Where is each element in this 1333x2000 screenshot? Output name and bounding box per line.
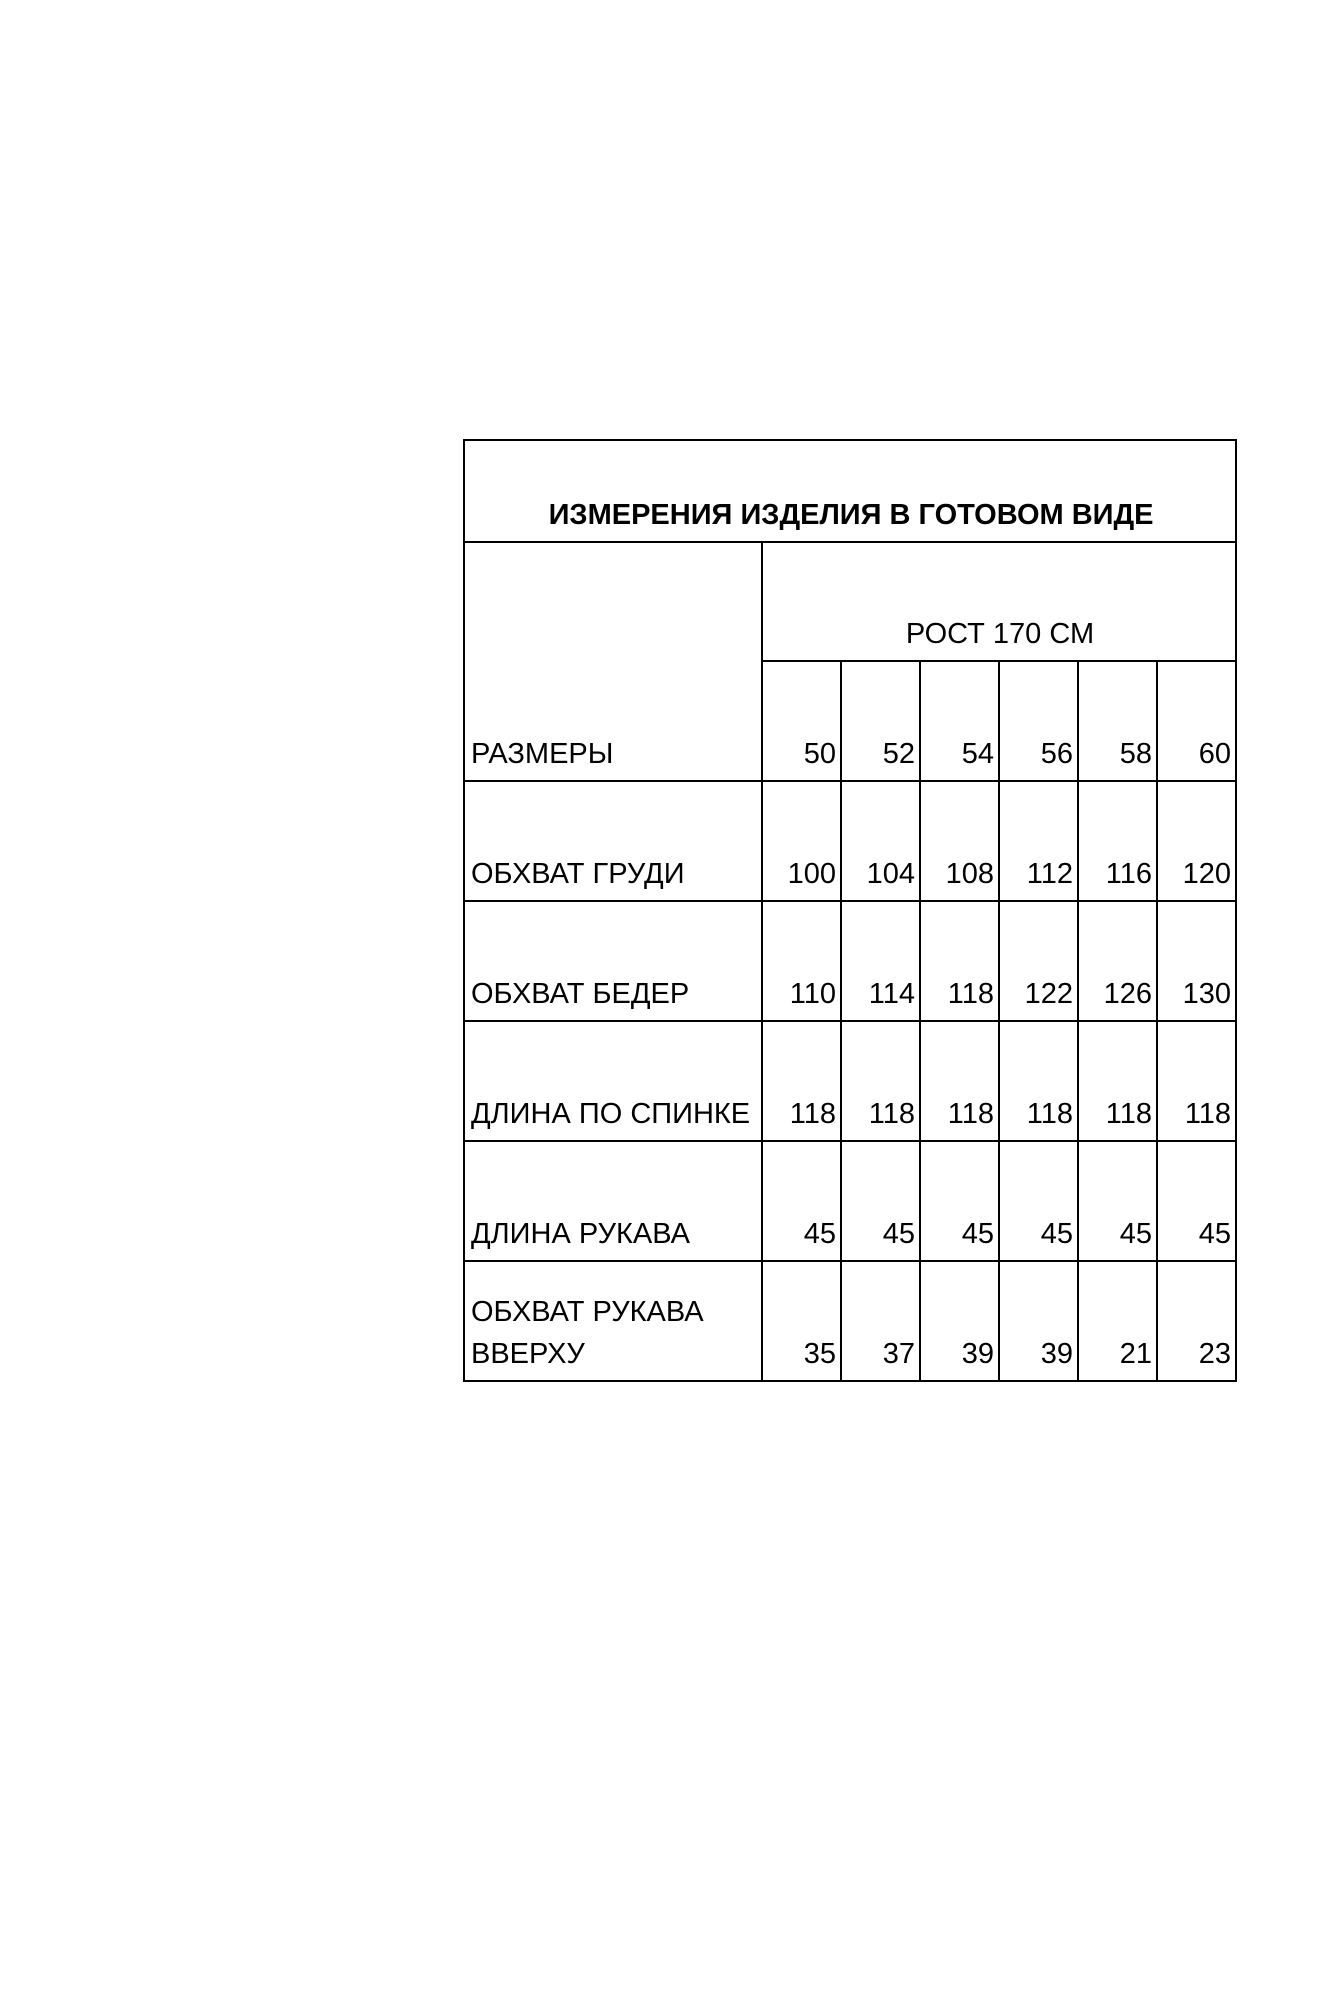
value-cell: 112 — [999, 781, 1078, 901]
value-cell: 21 — [1078, 1261, 1157, 1381]
size-cell: 50 — [762, 661, 841, 781]
row-label-line: ОБХВАТ РУКАВА — [471, 1296, 704, 1328]
value-cell: 100 — [762, 781, 841, 901]
value-cell: 104 — [841, 781, 920, 901]
value-cell: 45 — [999, 1141, 1078, 1261]
value-cell: 45 — [762, 1141, 841, 1261]
value-cell: 118 — [1157, 1021, 1236, 1141]
value-cell: 45 — [1078, 1141, 1157, 1261]
value-cell: 37 — [841, 1261, 920, 1381]
value-cell: 126 — [1078, 901, 1157, 1021]
size-cell: 52 — [841, 661, 920, 781]
size-cell: 58 — [1078, 661, 1157, 781]
value-cell: 118 — [1078, 1021, 1157, 1141]
value-cell: 114 — [841, 901, 920, 1021]
row-label: ОБХВАТ ГРУДИ — [464, 781, 762, 901]
value-cell: 45 — [841, 1141, 920, 1261]
size-cell: 56 — [999, 661, 1078, 781]
table-row — [464, 1021, 1236, 1141]
table-row — [464, 781, 1236, 901]
size-cell: 54 — [920, 661, 999, 781]
value-cell: 118 — [920, 901, 999, 1021]
table-row — [464, 901, 1236, 1021]
value-cell: 130 — [1157, 901, 1236, 1021]
row-label: ДЛИНА ПО СПИНКЕ — [464, 1021, 762, 1141]
row-label — [464, 1261, 762, 1381]
value-cell: 108 — [920, 781, 999, 901]
value-cell: 120 — [1157, 781, 1236, 901]
growth-row — [464, 542, 1236, 661]
value-cell: 23 — [1157, 1261, 1236, 1381]
row-label-line: ВВЕРХУ — [471, 1338, 585, 1370]
row-label: ОБХВАТ БЕДЕР — [464, 901, 762, 1021]
value-cell: 122 — [999, 901, 1078, 1021]
value-cell: 39 — [999, 1261, 1078, 1381]
value-cell: 116 — [1078, 781, 1157, 901]
table-row — [464, 1261, 1236, 1381]
value-cell: 118 — [841, 1021, 920, 1141]
measurements-table — [463, 439, 1237, 1382]
growth-label: РОСТ 170 СМ — [762, 542, 1236, 661]
value-cell: 118 — [762, 1021, 841, 1141]
value-cell: 35 — [762, 1261, 841, 1381]
size-cell: 60 — [1157, 661, 1236, 781]
table-row — [464, 1141, 1236, 1261]
table-title: ИЗМЕРЕНИЯ ИЗДЕЛИЯ В ГОТОВОМ ВИДЕ — [464, 440, 1236, 542]
value-cell: 118 — [920, 1021, 999, 1141]
value-cell: 45 — [1157, 1141, 1236, 1261]
value-cell: 45 — [920, 1141, 999, 1261]
value-cell: 110 — [762, 901, 841, 1021]
sizes-label: РАЗМЕРЫ — [464, 542, 762, 781]
value-cell: 118 — [999, 1021, 1078, 1141]
value-cell: 39 — [920, 1261, 999, 1381]
row-label: ДЛИНА РУКАВА — [464, 1141, 762, 1261]
title-row — [464, 440, 1236, 542]
